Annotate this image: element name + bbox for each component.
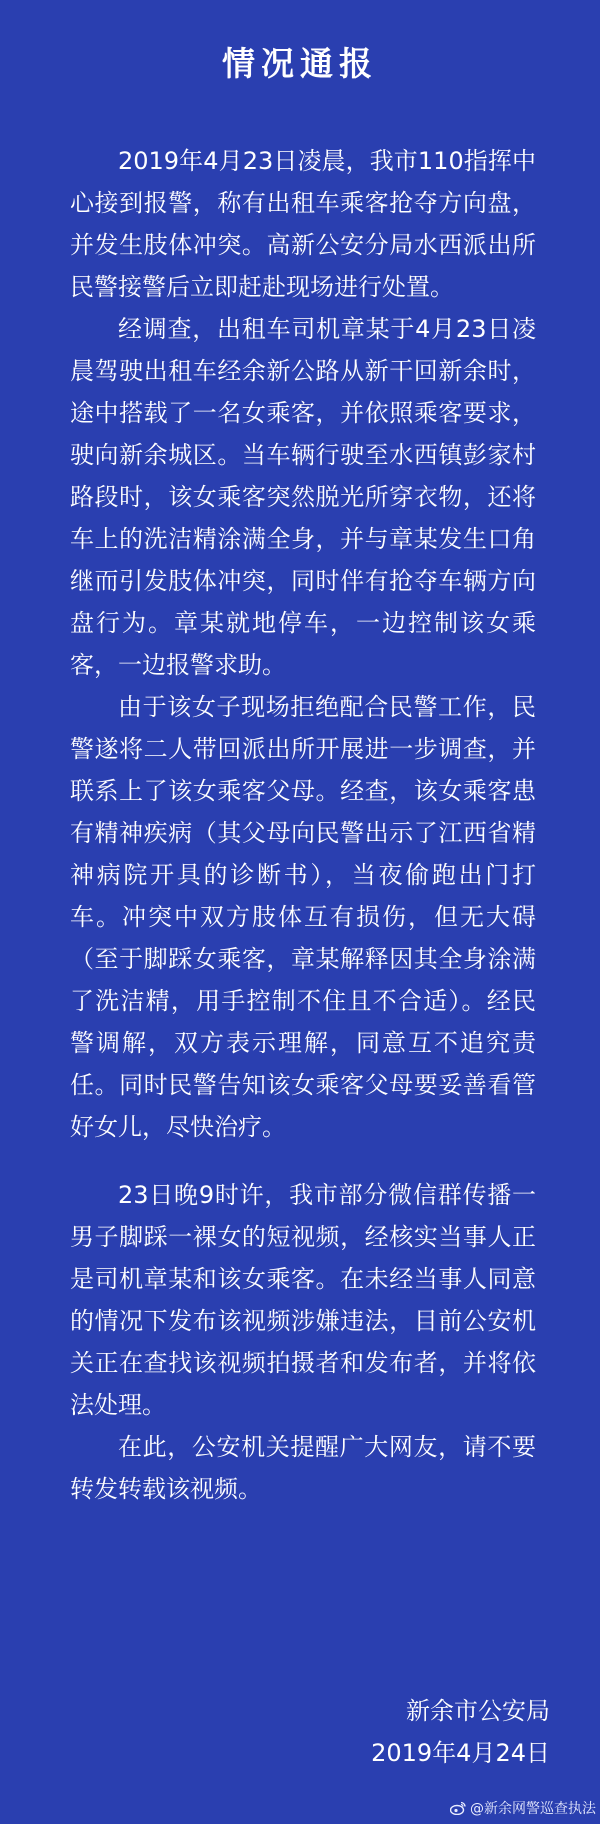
issuer-name: 新余市公安局 <box>406 1697 550 1725</box>
paragraph-5: 在此，公安机关提醒广大网友，请不要转发转载该视频。 <box>70 1433 536 1503</box>
paragraph-3: 由于该女子现场拒绝配合民警工作，民警遂将二人带回派出所开展进一步调查，并联系上了该女乘客父母。经查，该女乘客患有精神疾病（其父母向民警出示了江西省精神病院开具的诊断书），当夜偷跑出门打车。冲突中双方肢体互有损伤，但无大碍（至于脚踩女乘客，章某解释因其全身涂满了洗洁精，用手控制不住且不合适）。经民警调解，双方表示理解，同意互不追究责任。同时民警告知该女乘客父母要妥善看管好女儿，尽快治疗。 <box>70 693 536 1141</box>
weibo-icon <box>450 1801 466 1815</box>
document-title: 情况通报 <box>222 44 378 83</box>
paragraph-1: 2019年4月23日凌晨，我市110指挥中心接到报警，称有出租车乘客抢夺方向盘，并发生肢体冲突。高新公安分局水西派出所民警接警后立即赶赴现场进行处置。 <box>70 147 536 301</box>
signature-block <box>250 1690 550 1774</box>
paragraph-2: 经调查，出租车司机章某于4月23日凌晨驾驶出租车经余新公路从新干回新余时，途中搭载了一名女乘客，并依照乘客要求，驶向新余城区。当车辆行驶至水西镇彭家村路段时，该女乘客突然脱光所穿衣物，还将车上的洗洁精涂满全身，并与章某发生口角继而引发肢体冲突，同时伴有抢夺车辆方向盘行为。章某就地停车，一边控制该女乘客，一边报警求助。 <box>70 315 536 679</box>
weibo-watermark <box>450 1798 596 1818</box>
issue-date: 2019年4月24日 <box>371 1739 550 1767</box>
watermark-text: @新余网警巡查执法 <box>470 1801 596 1817</box>
paragraph-4: 23日晚9时许，我市部分微信群传播一男子脚踩一裸女的短视频，经核实当事人正是司机章某和该女乘客。在未经当事人同意的情况下发布该视频涉嫌违法，目前公安机关正在查找该视频拍摄者和发布者，并将依法处理。 <box>70 1181 536 1419</box>
document-body <box>70 140 536 1510</box>
